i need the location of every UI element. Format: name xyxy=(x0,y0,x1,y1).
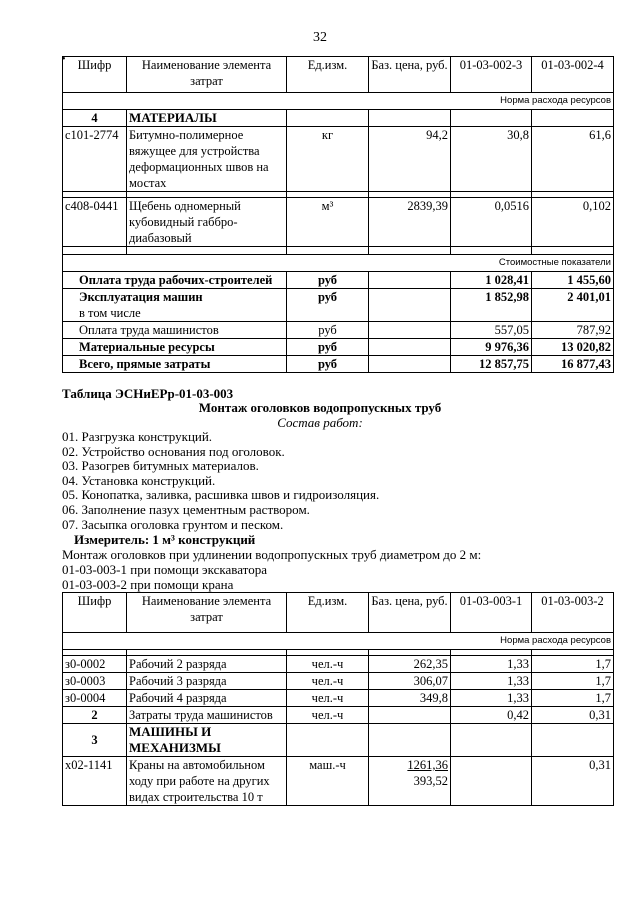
cost-row: Эксплуатация машин в том числе руб 1 852,98 2 401,01 xyxy=(63,289,614,322)
norm-row: Норма расхода ресурсов xyxy=(63,633,614,650)
col-code-header: Шифр xyxy=(63,57,127,93)
list-item: 07. Засыпка оголовка грунтом и песком. xyxy=(62,516,284,532)
col-name-header: Наименование элемента затрат xyxy=(127,57,287,93)
description: Монтаж оголовков при удлинении водопропускных труб диаметром до 2 м: xyxy=(62,547,482,562)
margin-mark: • xyxy=(62,54,66,65)
meter-line: Измеритель: 1 м³ конструкций xyxy=(74,532,256,547)
table-row: 2 Затраты труда машинистов чел.-ч 0,42 0,31 xyxy=(63,707,614,724)
table-row: х02-1141 Краны на автомобильном ходу при работе на других видах строительства 10 т маш.-ч 1261,36 393,52 0,31 xyxy=(63,757,614,806)
cost-row: Оплата труда машинистов руб 557,05 787,92 xyxy=(63,322,614,339)
col-code1-header: 01-03-003-1 xyxy=(451,593,532,633)
col-unit-header: Ед.изм. xyxy=(287,57,369,93)
list-item: 02. Устройство основания под оголовок. xyxy=(62,443,285,459)
list-item: 04. Установка конструкций. xyxy=(62,472,216,488)
cost-row: Всего, прямые затраты руб 12 857,75 16 877,43 xyxy=(63,356,614,373)
section-subtitle: Монтаж оголовков водопропускных труб xyxy=(198,400,442,415)
list-item: 01. Разгрузка конструкций. xyxy=(62,429,213,444)
table-row: з0-0002 Рабочий 2 разряда чел.-ч 262,35 1,33 1,7 xyxy=(63,656,614,673)
col-code2-header: 01-03-003-2 xyxy=(532,593,614,633)
list-item: 05. Конопатка, заливка, расшивка швов и гидроизоляция. xyxy=(62,487,380,503)
col-name-header: Наименование элемента затрат xyxy=(127,593,287,633)
page-number: 32 xyxy=(313,30,327,45)
col-code1-header: 01-03-002-3 xyxy=(451,57,532,93)
cost-row: Материальные ресурсы руб 9 976,36 13 020,82 xyxy=(63,339,614,356)
col-price-header: Баз. цена, руб. xyxy=(369,57,451,93)
resources-table-1 xyxy=(62,56,614,373)
table-row: с408-0441 Щебень одномерный кубовидный габбро-диабазовый м³ 2839,39 0,0516 0,102 xyxy=(63,198,614,247)
col-unit-header: Ед.изм. xyxy=(287,593,369,633)
variant-1: 01-03-003-1 при помощи экскаватора xyxy=(62,562,267,577)
list-item: 03. Разогрев битумных материалов. xyxy=(62,458,259,474)
col-code2-header: 01-03-002-4 xyxy=(532,57,614,93)
variant-2: 01-03-003-2 при помощи крана xyxy=(62,577,234,592)
cost-label-row: Стоимостные показатели xyxy=(63,255,614,272)
table-title: Таблица ЭСНиЕРр-01-03-003 xyxy=(62,386,234,401)
col-price-header: Баз. цена, руб. xyxy=(369,593,451,633)
section-row: 4 МАТЕРИАЛЫ xyxy=(63,110,614,127)
norm-row: Норма расхода ресурсов xyxy=(63,93,614,110)
work-steps-list xyxy=(62,430,379,532)
table-row: з0-0003 Рабочий 3 разряда чел.-ч 306,07 1,33 1,7 xyxy=(63,673,614,690)
list-item: 06. Заполнение пазух цементным раствором. xyxy=(62,501,310,517)
table-header xyxy=(63,57,614,93)
composition-heading: Состав работ: xyxy=(277,415,363,430)
table-row: з0-0004 Рабочий 4 разряда чел.-ч 349,8 1,33 1,7 xyxy=(63,690,614,707)
cost-row: Оплата труда рабочих-строителей руб 1 028,41 1 455,60 xyxy=(63,272,614,289)
table-row: с101-2774 Битумно-полимерное вяжущее для устройства деформационных швов на мостах кг 94,2 30,8 61,6 xyxy=(63,127,614,192)
section-row: 3 МАШИНЫ И МЕХАНИЗМЫ xyxy=(63,724,614,757)
resources-table-2 xyxy=(62,592,614,806)
table-header xyxy=(63,593,614,633)
col-code-header: Шифр xyxy=(63,593,127,633)
